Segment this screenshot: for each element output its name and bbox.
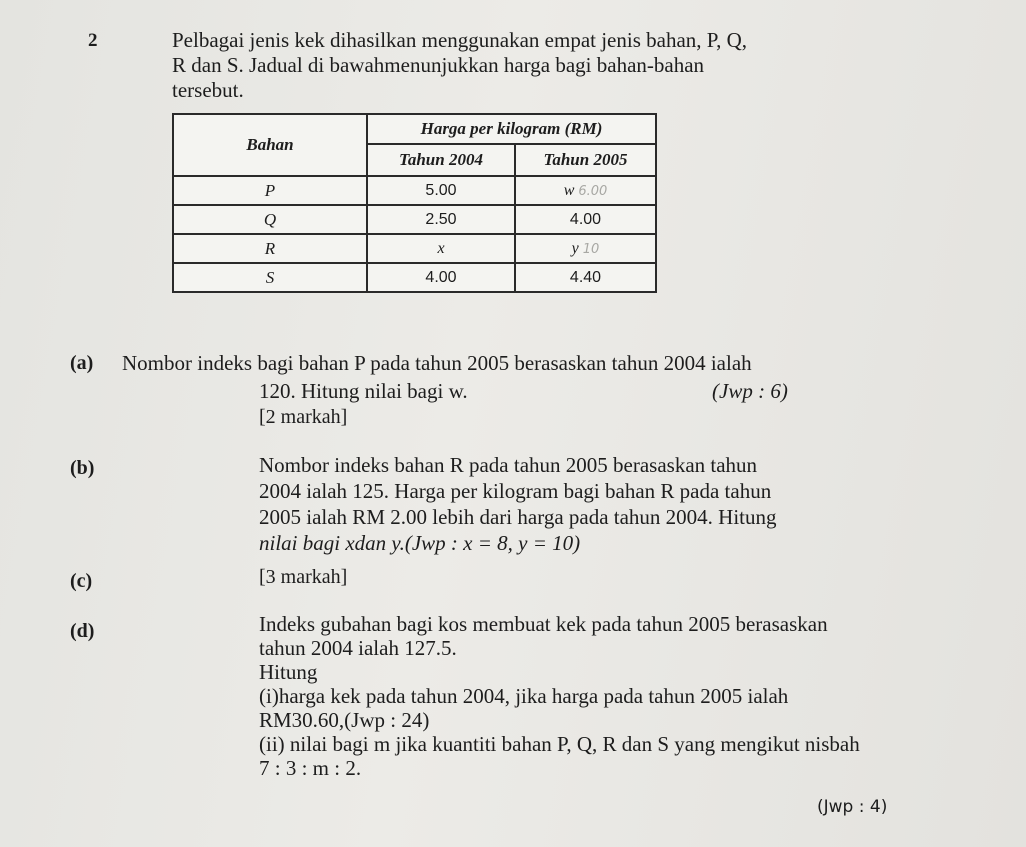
header-bahan: Bahan: [173, 114, 367, 176]
price-table: [172, 113, 657, 293]
part-d-text: [259, 612, 860, 780]
part-b-line: nilai bagi xdan y.(Jwp : x = 8, y = 10): [259, 531, 581, 555]
question-number: 2: [88, 30, 98, 51]
bahan-cell: S: [173, 263, 367, 292]
part-d-answer: (Jwp : 4): [817, 797, 888, 817]
intro-line: R dan S. Jadual di bawahmenunjukkan harga bagi bahan-bahan: [172, 53, 705, 77]
price-2004-cell: 4.00: [367, 263, 515, 292]
part-a-line: 120. Hitung nilai bagi w.: [259, 379, 468, 403]
price-2005-value: y: [571, 239, 579, 257]
question-intro: [172, 28, 747, 103]
price-2004-cell: 5.00: [367, 176, 515, 205]
table-row: [173, 176, 656, 205]
part-b-text: [259, 452, 777, 556]
part-a-label: (a): [70, 352, 94, 374]
header-2004: Tahun 2004: [367, 144, 515, 176]
part-d-label: (d): [70, 620, 95, 642]
price-2005-cell: 4.00: [515, 205, 656, 234]
bahan-cell: Q: [173, 205, 367, 234]
part-d-line: Hitung: [259, 660, 318, 684]
price-2005-value: w: [563, 181, 575, 199]
price-2005-cell: 4.40: [515, 263, 656, 292]
part-c-label: (c): [70, 570, 93, 592]
price-2004-cell: x: [367, 234, 515, 263]
header-2005: Tahun 2005: [515, 144, 656, 176]
intro-line: Pelbagai jenis kek dihasilkan menggunakan empat jenis bahan, P, Q,: [172, 28, 748, 52]
bahan-cell: R: [173, 234, 367, 263]
part-d-line: tahun 2004 ialah 127.5.: [259, 636, 457, 660]
part-b-line: 2004 ialah 125. Harga per kilogram bagi bahan R pada tahun: [259, 479, 772, 503]
part-d-line: 7 : 3 : m : 2.: [259, 756, 362, 780]
part-b-line: 2005 ialah RM 2.00 lebih dari harga pada tahun 2004. Hitung: [259, 505, 777, 529]
bahan-cell: P: [173, 176, 367, 205]
part-d-line: RM30.60,(Jwp : 24): [259, 708, 430, 732]
price-2005-cell: [515, 234, 656, 263]
table-row: [173, 234, 656, 263]
part-d-line: (ii) nilai bagi m jika kuantiti bahan P, Q, R dan S yang mengikut nisbah: [259, 732, 860, 756]
price-2005-cell: [515, 176, 656, 205]
handwritten-note: 6.00: [578, 183, 608, 199]
handwritten-note: 10: [582, 241, 600, 257]
part-d-line: (i)harga kek pada tahun 2004, jika harga pada tahun 2005 ialah: [259, 684, 789, 708]
part-a-line: Nombor indeks bagi bahan P pada tahun 2005 berasaskan tahun 2004 ialah: [122, 351, 752, 375]
part-a-marks: [2 markah]: [259, 406, 348, 428]
price-2004-cell: 2.50: [367, 205, 515, 234]
part-c-marks: [3 markah]: [259, 566, 348, 588]
part-b-line: Nombor indeks bahan R pada tahun 2005 berasaskan tahun: [259, 453, 758, 477]
part-a-answer: (Jwp : 6): [712, 379, 788, 403]
part-b-label: (b): [70, 457, 95, 479]
header-price: Harga per kilogram (RM): [367, 114, 656, 144]
table-row: [173, 205, 656, 234]
part-d-line: Indeks gubahan bagi kos membuat kek pada tahun 2005 berasaskan: [259, 612, 828, 636]
table-row: [173, 263, 656, 292]
intro-line: tersebut.: [172, 78, 244, 102]
